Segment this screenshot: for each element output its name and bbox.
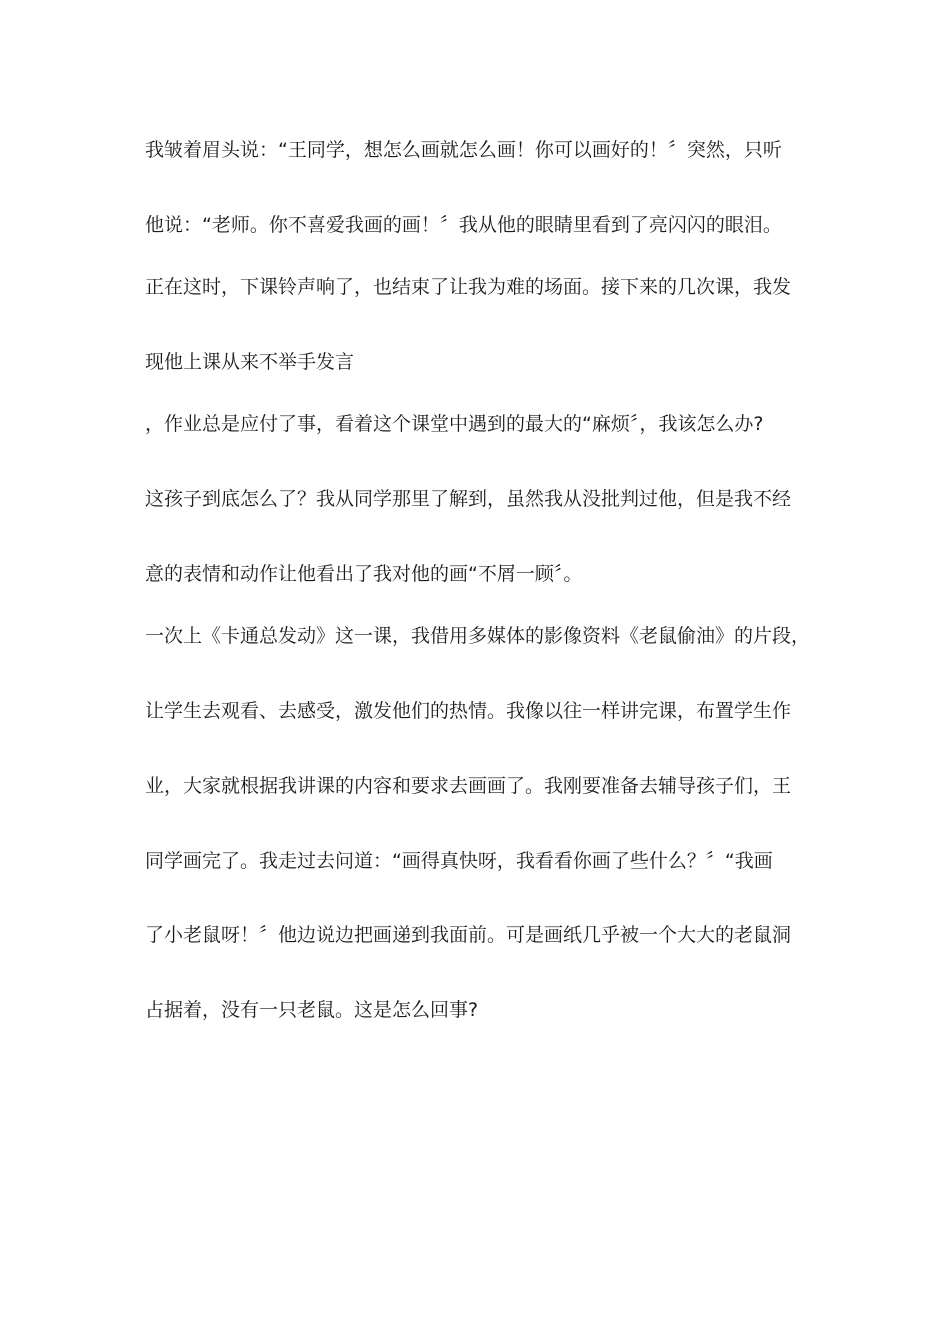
text-line: 意的表情和动作让他看出了我对他的画“不屑一顾〞。 — [145, 563, 583, 585]
text-line: 我皱着眉头说：“王同学，想怎么画就怎么画！你可以画好的！〞突然，只听 — [145, 139, 782, 161]
text-line: 了小老鼠呀！〞他边说边把画递到我面前。可是画纸几乎被一个大大的老鼠洞 — [145, 924, 792, 946]
text-line: 一次上《卡通总发动》这一课，我借用多媒体的影像资料《老鼠偷油》的片段， — [145, 625, 811, 647]
text-line: 业，大家就根据我讲课的内容和要求去画画了。我刚要准备去辅导孩子们，王 — [145, 775, 792, 797]
text-line: 这孩子到底怎么了？我从同学那里了解到，虽然我从没批判过他，但是我不经 — [145, 488, 792, 510]
text-line: 让学生去观看、去感受，激发他们的热情。我像以往一样讲完课，布置学生作 — [145, 700, 792, 722]
text-line: 占据着，没有一只老鼠。这是怎么回事? — [145, 999, 479, 1021]
text-line: 现他上课从来不举手发言 — [145, 351, 355, 373]
text-line: ，作业总是应付了事，看着这个课堂中遇到的最大的“麻烦〞，我该怎么办? — [145, 413, 764, 435]
text-line: 同学画完了。我走过去问道：“画得真快呀，我看看你画了些什么？〞“我画 — [145, 850, 773, 872]
text-line: 正在这时，下课铃声响了，也结束了让我为难的场面。接下来的几次课，我发 — [145, 276, 792, 298]
text-line: 他说：“老师。你不喜爱我画的画！〞我从他的眼睛里看到了亮闪闪的眼泪。 — [145, 214, 782, 236]
